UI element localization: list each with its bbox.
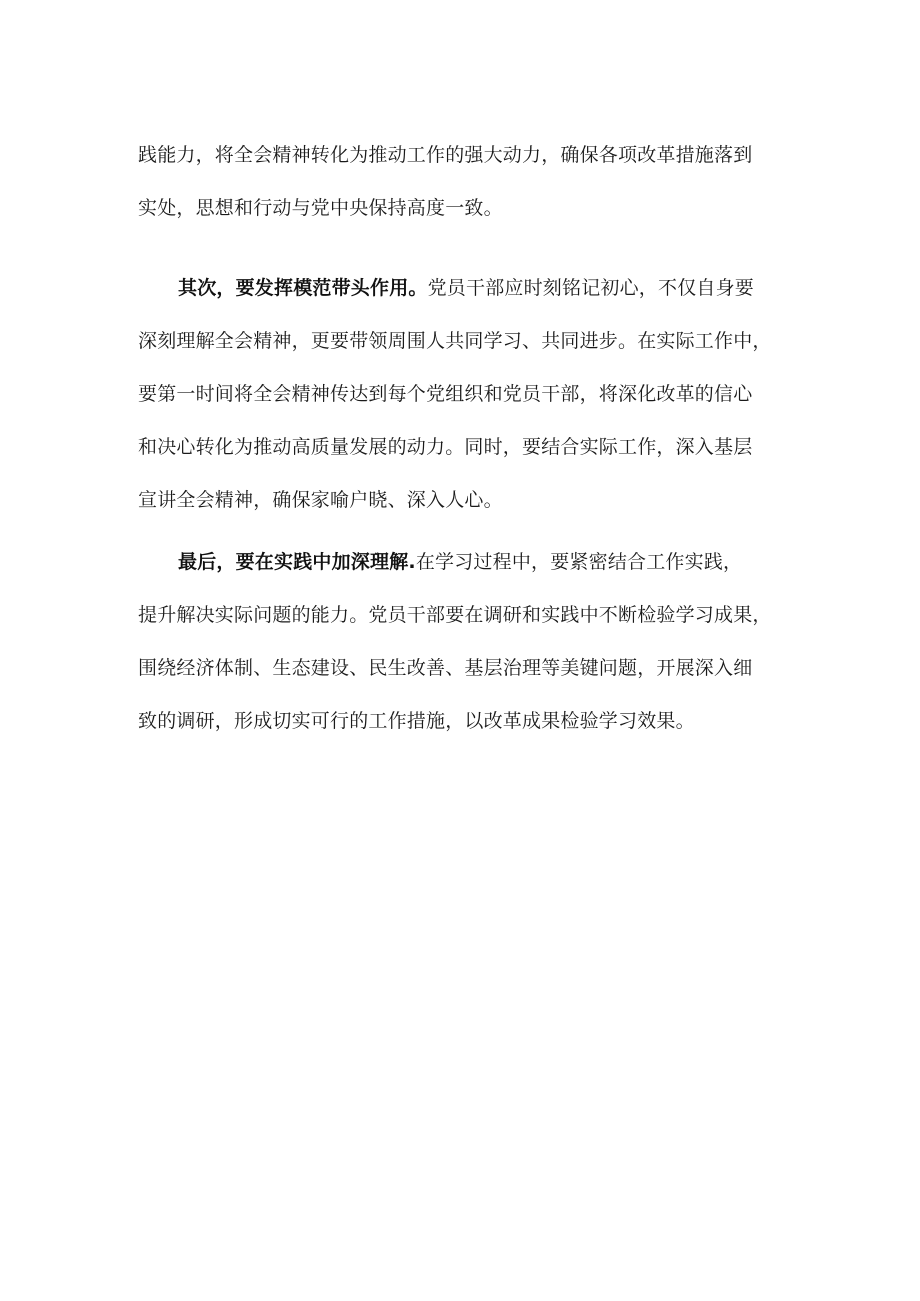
paragraph-practice <box>138 536 788 748</box>
paragraph-lead-heading: 其次，要发挥模范带头作用。 <box>178 277 428 299</box>
text-line: 深刻理解全会精神，更要带领周围人共同学习、共同进步。在实际工作中， <box>138 330 772 352</box>
paragraph-first-line-text: 党员干部应时刻铭记初心，不仅自身要 <box>427 277 755 299</box>
text-line: 致的调研，形成切实可行的工作措施，以改革成果检验学习效果。 <box>138 710 695 732</box>
paragraph-role-model <box>138 262 788 527</box>
text-line: 实处，思想和行动与党中央保持高度一致。 <box>138 197 503 219</box>
text-line: 和决心转化为推动高质量发展的动力。同时，要结合实际工作，深入基层 <box>138 436 753 458</box>
paragraph-first-line <box>138 262 788 315</box>
text-line: 要第一时间将全会精神传达到每个党组织和党员干部，将深化改革的信心 <box>138 383 753 405</box>
text-line: 践能力，将全会精神转化为推动工作的强大动力，确保各项改革措施落到 <box>138 144 753 166</box>
text-line: 围绕经济体制、生态建设、民生改善、基层治理等美键问题，开展深入细 <box>138 657 753 679</box>
paragraph-first-line <box>138 536 788 589</box>
text-line: 宣讲全会精神，确保家喻户晓、深入人心。 <box>138 489 503 511</box>
paragraph-continuation <box>138 129 788 235</box>
paragraph-lead-heading: 最后，要在实践中加深理解. <box>178 551 416 573</box>
paragraph-first-line-text: 在学习过程中，要紧密结合工作实践， <box>415 551 743 573</box>
text-line: 提升解决实际问题的能力。党员干部要在调研和实践中不断检验学习成果， <box>138 604 772 626</box>
